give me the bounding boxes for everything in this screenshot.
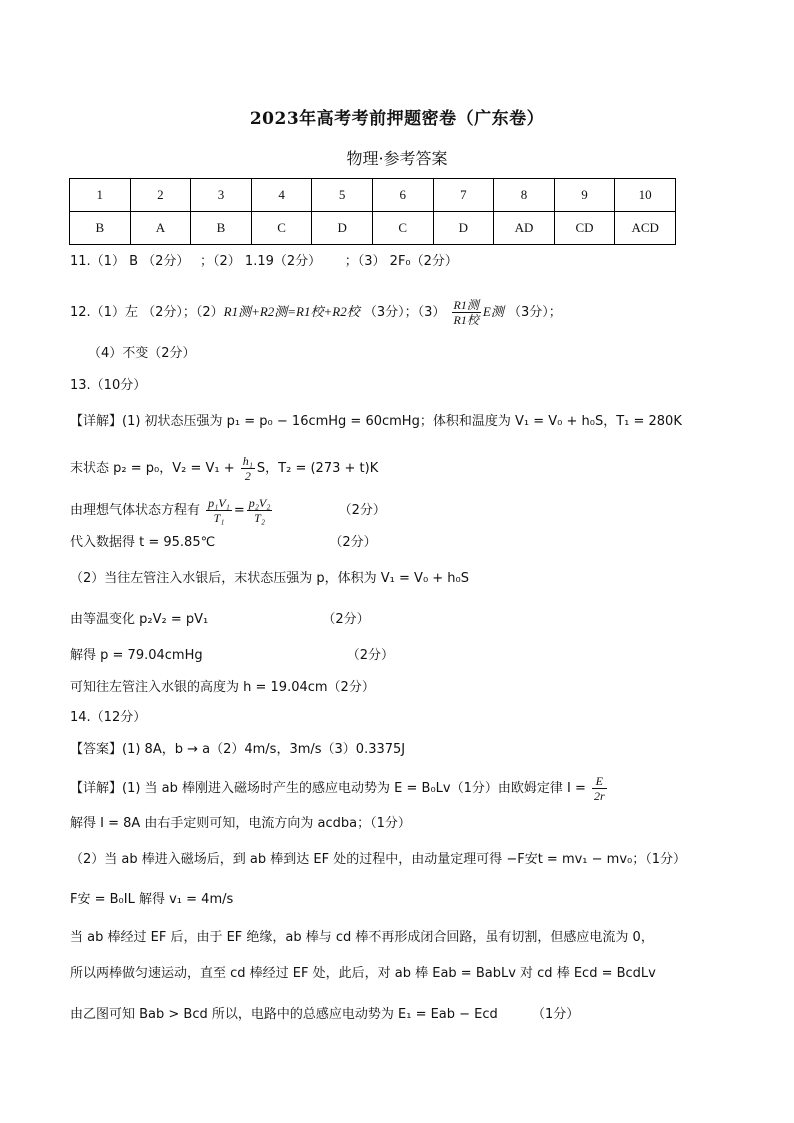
q12-fraction-tail: E测 [482, 304, 504, 319]
fraction-numerator: h₁ [242, 454, 253, 468]
q13-header: 13.（10分） [70, 378, 147, 393]
q14-line-4: F安 = B₀IL 解得 v₁ = 4m/s [70, 892, 234, 907]
fraction-numerator: p₂V₂ [248, 496, 271, 510]
q13-line-7 [70, 646, 394, 666]
score-label: （1分） [531, 1007, 580, 1022]
score-label: （2分） [322, 612, 370, 627]
question-number-cell: 1 [70, 179, 131, 212]
q13-line-1: 【详解】(1) 初状态压强为 p₁ = p₀ − 16cmHg = 60cmHg；体积和温度为 V₁ = V₀ + h₀S，T₁ = 280K [70, 414, 682, 429]
q14-line-1 [70, 774, 609, 803]
q13-line-8: 可知往左管注入水银的高度为 h = 19.04cm（2分） [70, 680, 375, 695]
q14-header: 14.（12分） [70, 710, 147, 725]
fraction-numerator: p₁V₁ [208, 496, 230, 510]
q13-line-2-fraction [241, 454, 255, 483]
score-label: （2分） [346, 648, 395, 663]
answer-cell: CD [554, 212, 615, 245]
q13-line-2-text: 末状态 p₂ = p₀，V₂ = V₁ + [70, 461, 235, 476]
q13-line-7-text: 解得 p = 79.04cmHg [70, 648, 203, 663]
equals-sign: = [233, 503, 245, 518]
question-number-cell: 6 [372, 179, 433, 212]
q13-line-4-text: 代入数据得 t = 95.85℃ [70, 535, 216, 550]
q13-state-fraction-2 [247, 496, 273, 525]
q14-line-2: 解得 I = 8A 由右手定则可知，电流方向为 acdba；（1分） [70, 816, 411, 831]
q14-line-7 [70, 1005, 579, 1025]
answer-cell: ACD [615, 212, 676, 245]
q13-line-2 [70, 454, 378, 483]
fraction-denominator: 2r [594, 789, 605, 803]
q14-ohm-fraction [592, 774, 607, 803]
q13-line-4 [70, 533, 377, 553]
question-number-cell: 10 [615, 179, 676, 212]
answer-table-number-row [70, 179, 676, 212]
answer-cell: AD [494, 212, 555, 245]
answer-cell: B [70, 212, 131, 245]
q12-answer [70, 298, 562, 327]
q11-answer: 11.（1） B （2分） ；（2） 1.19（2分） ；（3） 2F₀（2分） [70, 254, 458, 269]
question-number-cell: 3 [191, 179, 252, 212]
fraction-denominator: T₂ [254, 511, 266, 525]
q13-line-2-tail: S，T₂ = (273 + t)K [256, 461, 379, 476]
q13-line-6 [70, 610, 370, 630]
q14-line-6: 所以两棒做匀速运动，直至 cd 棒经过 EF 处，此后，对 ab 棒 Eab = BabLv 对 cd 棒 Ecd = BcdLv [70, 966, 656, 981]
q12-part3: （3分）； [507, 305, 562, 320]
q12-fraction [452, 298, 481, 327]
answer-cell: A [130, 212, 191, 245]
question-number-cell: 7 [433, 179, 494, 212]
fraction-numerator: E [592, 774, 607, 789]
q14-answer: 【答案】(1) 8A，b → a（2）4m/s，3m/s（3）0.3375J [70, 742, 406, 757]
answer-cell: D [312, 212, 373, 245]
page-title: 2023年高考考前押题密卷（广东卷） [249, 109, 545, 129]
question-number-cell: 8 [494, 179, 555, 212]
question-number-cell: 4 [251, 179, 312, 212]
answer-cell: C [372, 212, 433, 245]
q14-line-5: 当 ab 棒经过 EF 后，由于 EF 绝缘，ab 棒与 cd 棒不再形成闭合回路，虽有切割，但感应电流为 0， [70, 930, 654, 945]
q12-equation: R1测+R2测=R1校+R2校 [223, 304, 360, 319]
q13-line-3-text: 由理想气体状态方程有 [70, 503, 201, 518]
q12-fraction-numerator: R1测 [453, 298, 479, 312]
answer-cell: C [251, 212, 312, 245]
q14-line-7-text: 由乙图可知 Bab > Bcd 所以，电路中的总感应电动势为 E₁ = Eab − Ecd [70, 1007, 498, 1022]
answer-cell: B [191, 212, 252, 245]
q14-line-1-text: 【详解】(1) 当 ab 棒刚进入磁场时产生的感应电动势为 E = B₀Lv（1分）由欧姆定律 I = [70, 781, 586, 796]
question-number-cell: 5 [312, 179, 373, 212]
answer-table [69, 178, 676, 245]
q14-line-3: （2）当 ab 棒进入磁场后，到 ab 棒到达 EF 处的过程中，由动量定理可得 −F安t = mv₁ − mv₀；（1分） [70, 852, 687, 867]
q12-part4: （4）不变（2分） [88, 346, 196, 361]
fraction-denominator: T₁ [213, 511, 225, 525]
q12-fraction-denominator: R1校 [453, 313, 479, 327]
page-subtitle: 物理·参考答案 [346, 149, 448, 168]
score-label: （2分） [338, 503, 386, 518]
q13-line-5: （2）当往左管注入水银后，末状态压强为 p，体积为 V₁ = V₀ + h₀S [70, 571, 470, 586]
q12-part2: （3分）；（3） [363, 305, 446, 320]
q12-part1: 12.（1）左 （2分）；（2） [70, 305, 224, 320]
answer-cell: D [433, 212, 494, 245]
fraction-denominator: 2 [244, 469, 251, 483]
question-number-cell: 9 [554, 179, 615, 212]
score-label: （2分） [329, 535, 377, 550]
q13-state-fraction-1 [206, 496, 232, 525]
question-number-cell: 2 [130, 179, 191, 212]
q13-line-3 [70, 496, 386, 525]
q13-line-6-text: 由等温变化 p₂V₂ = pV₁ [70, 612, 209, 627]
answer-table-answer-row [70, 212, 676, 245]
